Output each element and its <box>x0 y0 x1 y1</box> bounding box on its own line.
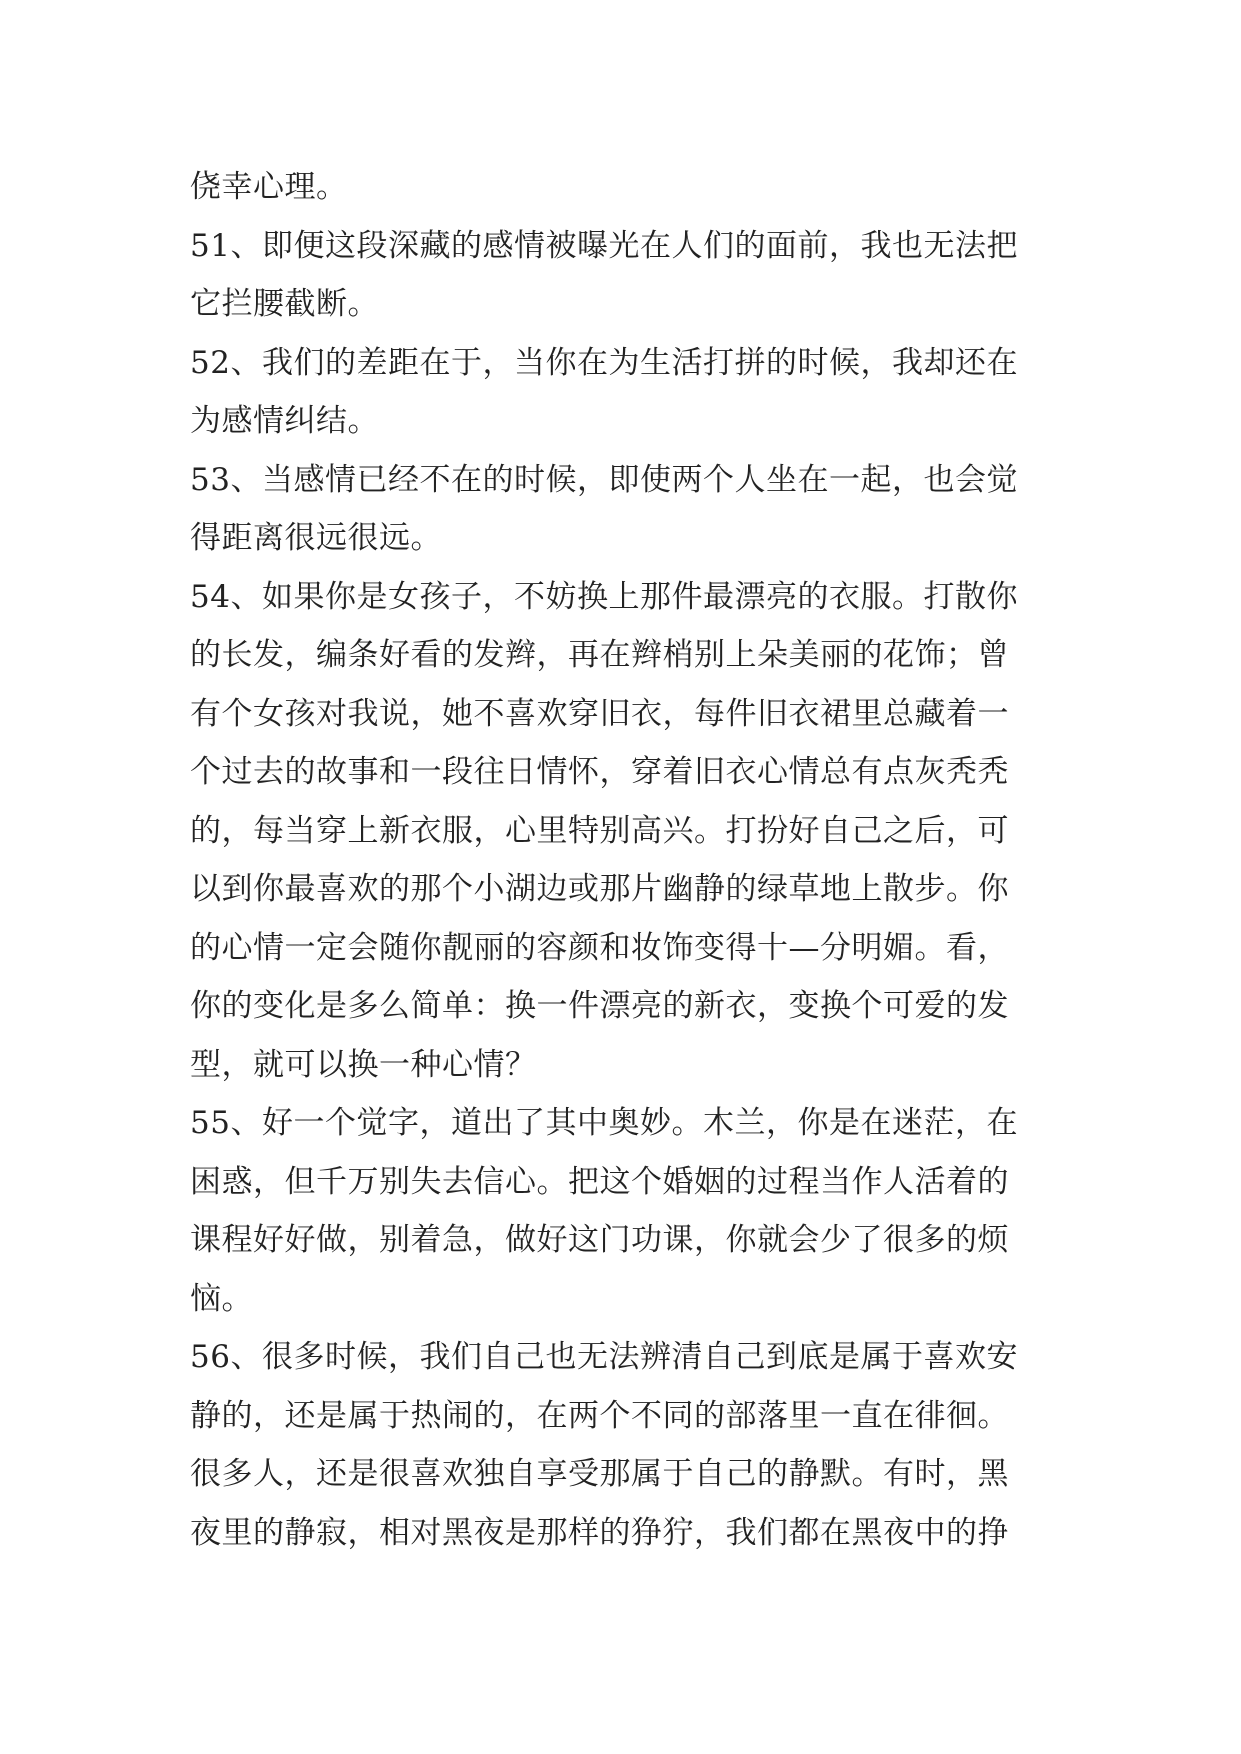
text-line: 53、当感情已经不在的时候，即使两个人坐在一起，也会觉 <box>190 461 1018 498</box>
text-line: 恼。 <box>190 1280 253 1317</box>
text-line: 静的，还是属于热闹的，在两个不同的部落里一直在徘徊。 <box>190 1397 1009 1434</box>
text-line: 个过去的故事和一段往日情怀，穿着旧衣心情总有点灰秃秃 <box>190 754 1009 790</box>
text-line: 的长发，编条好看的发辫，再在辫梢别上朵美丽的花饰；曾 <box>190 637 1009 673</box>
text-line: 夜里的静寂，相对黑夜是那样的狰狞，我们都在黑夜中的挣 <box>190 1514 1009 1551</box>
text-line: 的，每当穿上新衣服，心里特别高兴。打扮好自己之后，可 <box>190 812 1009 849</box>
text-line: 56、很多时候，我们自己也无法辨清自己到底是属于喜欢安 <box>190 1339 1018 1375</box>
text-line: 侥幸心理。 <box>190 169 348 205</box>
text-line: 很多人，还是很喜欢独自享受那属于自己的静默。有时，黑 <box>190 1456 1009 1492</box>
text-line: 得距离很远很远。 <box>190 520 442 556</box>
text-line: 55、好一个觉字，道出了其中奥妙。木兰，你是在迷茫，在 <box>190 1105 1018 1141</box>
text-line: 以到你最喜欢的那个小湖边或那片幽静的绿草地上散步。你 <box>190 871 1009 907</box>
document-text-body <box>190 158 1070 1562</box>
text-line: 为感情纠结。 <box>190 403 379 439</box>
text-line: 困惑，但千万别失去信心。把这个婚姻的过程当作人活着的 <box>190 1163 1009 1200</box>
text-line: 的心情一定会随你靓丽的容颜和妆饰变得十—分明媚。看， <box>190 929 1009 966</box>
text-line: 54、如果你是女孩子，不妨换上那件最漂亮的衣服。打散你 <box>190 578 1018 615</box>
text-line: 52、我们的差距在于，当你在为生活打拼的时候，我却还在 <box>190 344 1018 381</box>
text-line: 51、即便这段深藏的感情被曝光在人们的面前，我也无法把 <box>190 227 1018 264</box>
text-line: 你的变化是多么简单：换一件漂亮的新衣，变换个可爱的发 <box>190 988 1009 1024</box>
text-line: 有个女孩对我说，她不喜欢穿旧衣，每件旧衣裙里总藏着一 <box>190 695 1009 732</box>
text-line: 它拦腰截断。 <box>190 286 379 322</box>
text-line: 型，就可以换一种心情？ <box>190 1046 537 1083</box>
text-line: 课程好好做，别着急，做好这门功课，你就会少了很多的烦 <box>190 1222 1009 1258</box>
